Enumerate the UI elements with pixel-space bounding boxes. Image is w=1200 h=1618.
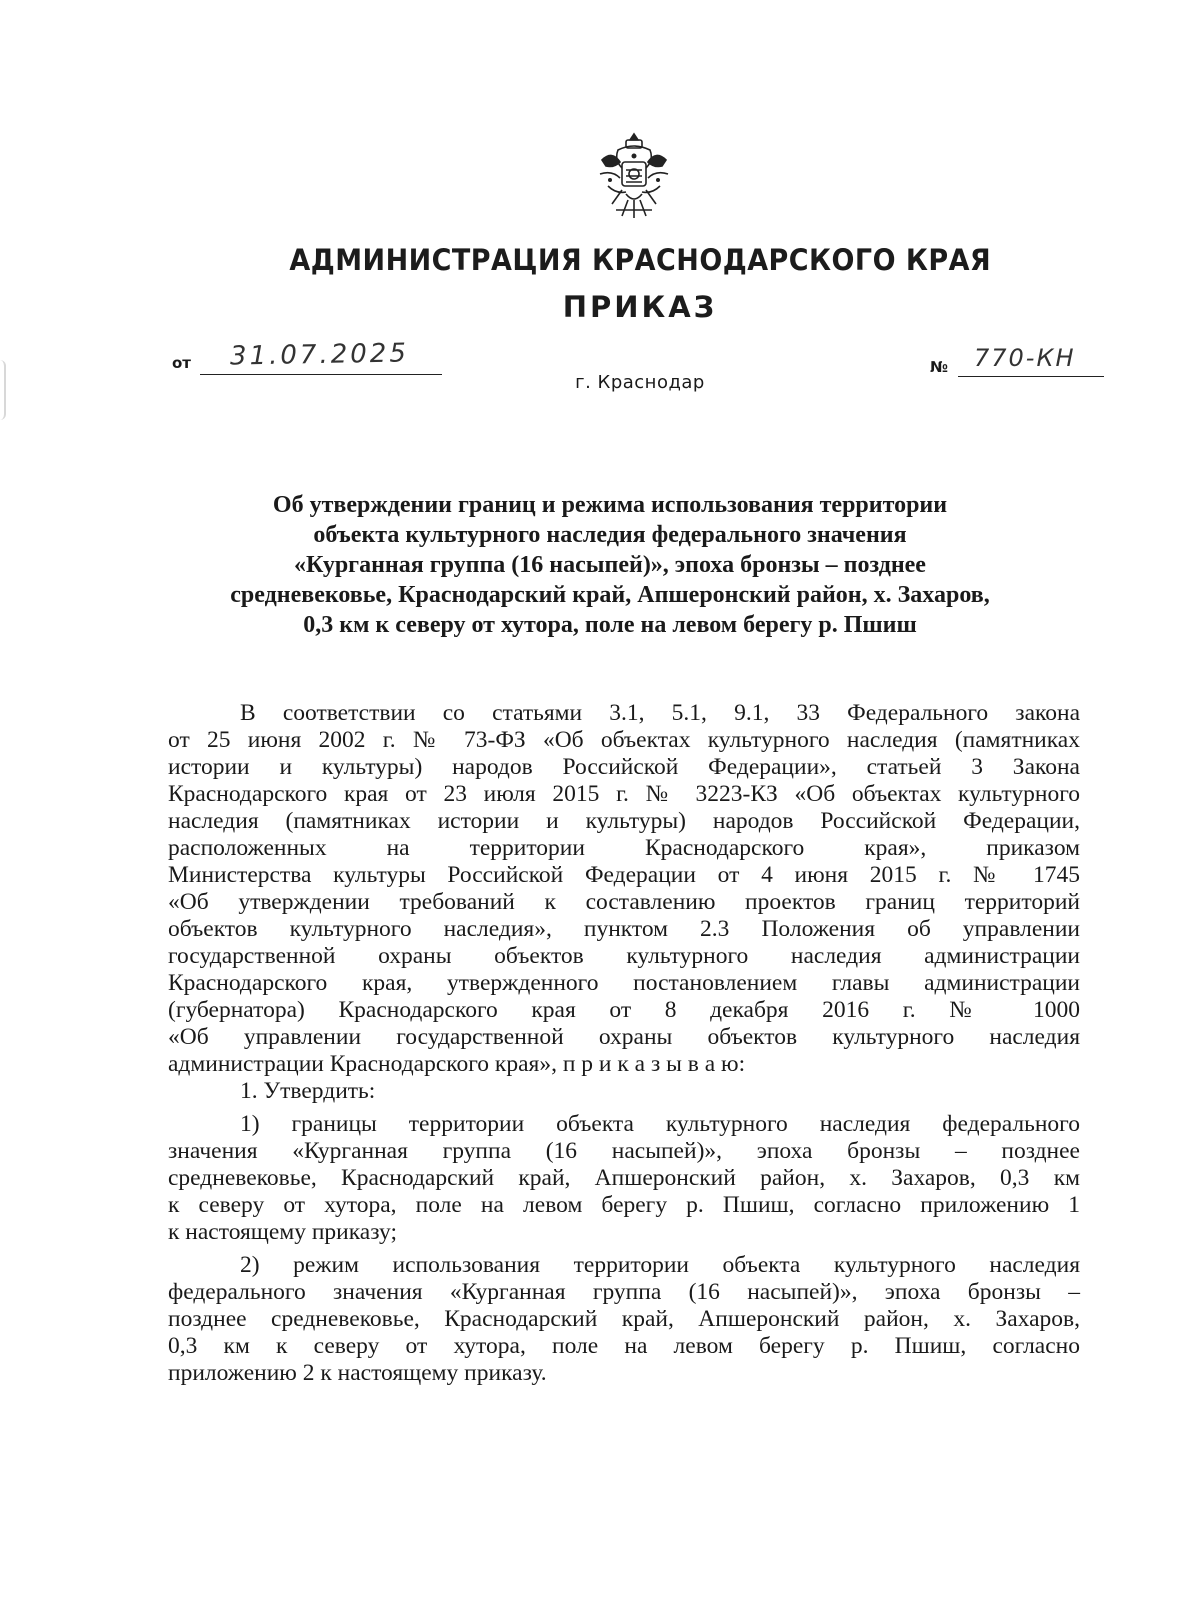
preamble-last-text: администрации Краснодарского края», (168, 1051, 557, 1077)
organization-title: АДМИНИСТРАЦИЯ КРАСНОДАРСКОГО КРАЯ (289, 243, 991, 277)
preamble-line: государственной охраны объектов культурного наследия администрации (168, 943, 1080, 969)
item-1-2-line: 0,3 км к северу от хутора, поле на левом берегу р. Пшиш, согласно (168, 1333, 1080, 1359)
preamble-line: Краснодарского края, утвержденного постановлением главы администрации (168, 970, 1080, 996)
item-1-heading: 1. Утвердить: (240, 1078, 376, 1104)
preamble-line: «Об утверждении требований к составлению проектов границ территорий (168, 889, 1080, 915)
number-prefix-label: № (930, 358, 949, 376)
date-prefix-label: от (172, 354, 191, 372)
document-type-heading: ПРИКАЗ (562, 290, 718, 324)
preamble-line: объектов культурного наследия», пунктом 2.3 Положения об управлении (168, 916, 1080, 942)
handwritten-date: 31.07.2025 (229, 338, 410, 372)
preamble-line: от 25 июня 2002 г. № 73-ФЗ «Об объектах культурного наследия (памятниках (168, 727, 1080, 753)
preamble-line: В соответствии со статьями 3.1, 5.1, 9.1, 33 Федерального закона (240, 700, 1080, 726)
item-1-1-line: значения «Курганная группа (16 насыпей)», эпоха бронзы – позднее (168, 1138, 1080, 1164)
item-1-2-line: 2) режим использования территории объекта культурного наследия (240, 1252, 1080, 1278)
coat-of-arms-emblem (596, 130, 672, 222)
item-1-1-line: средневековье, Краснодарский край, Апшеронский район, х. Захаров, 0,3 км (168, 1165, 1080, 1191)
item-1-1-line: к северу от хутора, поле на левом берегу р. Пшиш, согласно приложению 1 (168, 1192, 1080, 1218)
preamble-line: «Об управлении государственной охраны объектов культурного наследия (168, 1024, 1080, 1050)
item-1-2-line: федерального значения «Курганная группа (16 насыпей)», эпоха бронзы – (168, 1279, 1080, 1305)
subject-line: объекта культурного наследия федерального значения (313, 522, 907, 548)
preamble-line: наследия (памятниках истории и культуры) народов Российской Федерации, (168, 808, 1080, 834)
subject-line: средневековье, Краснодарский край, Апшеронский район, х. Захаров, (230, 582, 990, 608)
city-label: г. Краснодар (575, 372, 705, 393)
handwritten-number: 770-КН (974, 344, 1076, 372)
preamble-line: Краснодарского края от 23 июля 2015 г. № 3223-КЗ «Об объектах культурного (168, 781, 1080, 807)
item-1-1-line: 1) границы территории объекта культурного наследия федерального (240, 1111, 1080, 1137)
preamble-line: истории и культуры) народов Российской Федерации», статьей 3 Закона (168, 754, 1080, 780)
order-word: п р и к а з ы в а ю: (562, 1051, 746, 1077)
preamble-line: (губернатора) Краснодарского края от 8 декабря 2016 г. № 1000 (168, 997, 1080, 1023)
item-1-1-last-line: к настоящему приказу; (168, 1219, 397, 1245)
preamble-line: расположенных на территории Краснодарского края», приказом (168, 835, 1080, 861)
subject-line: Об утверждении границ и режима использования территории (272, 492, 948, 518)
preamble-line: Министерства культуры Российской Федерации от 4 июня 2015 г. № 1745 (168, 862, 1080, 888)
order-body-text (168, 700, 1080, 1387)
subject-line: «Курганная группа (16 насыпей)», эпоха бронзы – позднее (294, 552, 926, 578)
order-subject-heading (170, 490, 1050, 640)
subject-line: 0,3 км к северу от хутора, поле на левом берегу р. Пшиш (303, 612, 917, 638)
preamble-last-line (168, 1051, 1080, 1078)
item-1-2-line: позднее средневековье, Краснодарский край, Апшеронский район, х. Захаров, (168, 1306, 1080, 1332)
item-1-2-last-line: приложению 2 к настоящему приказу. (168, 1360, 547, 1386)
